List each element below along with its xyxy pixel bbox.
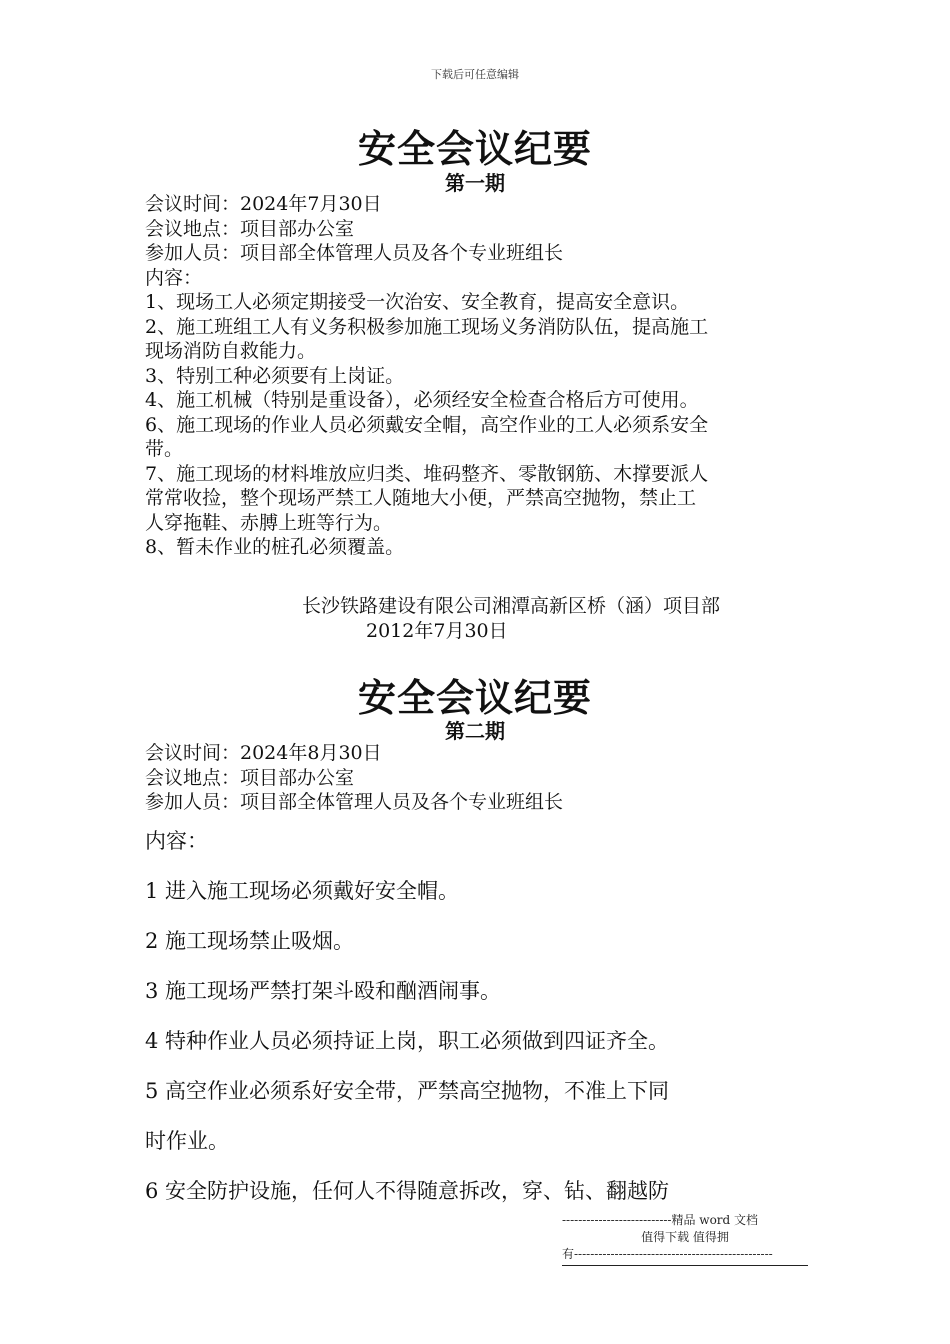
meeting-time: 会议时间：2024年7月30日 — [145, 193, 382, 215]
section2-issue: 第二期 — [445, 719, 505, 743]
list-item: 8、暂未作业的桩孔必须覆盖。 — [145, 536, 405, 558]
list-item: 时作业。 — [145, 1129, 229, 1153]
meeting-location: 会议地点：项目部办公室 — [145, 217, 355, 240]
section1-items — [145, 290, 810, 560]
list-item: 6 安全防护设施，任何人不得随意拆改，穿、钻、翻越防 — [145, 1179, 670, 1203]
footer-line-1: ---------------------------精品 word 文档 — [562, 1213, 759, 1227]
list-item: 3 施工现场严禁打架斗殴和酗酒闹事。 — [145, 979, 502, 1003]
list-item: 7、施工现场的材料堆放应归类、堆码整齐、零散钢筋、木撑要派人 — [145, 462, 709, 485]
meeting-location: 会议地点：项目部办公室 — [145, 766, 355, 789]
list-item: 2 施工现场禁止吸烟。 — [145, 929, 355, 953]
section2-items — [145, 816, 795, 1216]
list-item: 常常收捡，整个现场严禁工人随地大小便，严禁高空抛物，禁止工 — [145, 487, 697, 509]
attendees: 参加人员：项目部全体管理人员及各个专业班组长 — [145, 242, 564, 264]
list-item: 2、施工班组工人有义务积极参加施工现场义务消防队伍，提高施工 — [145, 315, 709, 338]
meeting-time: 会议时间：2024年8月30日 — [145, 742, 382, 764]
signature-date: 2012年7月30日 — [366, 620, 508, 642]
section2-meta — [145, 741, 810, 815]
list-item: 4、施工机械（特别是重设备），必须经安全检查合格后方可使用。 — [145, 389, 699, 411]
footer-line-3: 有------------------------------------------------- — [562, 1246, 808, 1266]
list-item: 5 高空作业必须系好安全带，严禁高空抛物，不准上下同 — [145, 1079, 670, 1103]
signature-org: 长沙铁路建设有限公司湘潭高新区桥（涵）项目部 — [302, 595, 721, 617]
list-item: 1 进入施工现场必须戴好安全帽。 — [145, 879, 460, 903]
content-label: 内容： — [145, 829, 208, 853]
footer — [562, 1212, 808, 1266]
section1-meta — [145, 192, 810, 290]
footer-line-2: 值得下载 值得拥 — [641, 1230, 729, 1244]
section1-title: 安全会议纪要 — [357, 126, 592, 171]
header-note: 下载后可任意编辑 — [431, 68, 519, 81]
list-item: 6、施工现场的作业人员必须戴安全帽，高空作业的工人必须系安全 — [145, 413, 709, 436]
list-item: 带。 — [145, 438, 184, 460]
attendees: 参加人员：项目部全体管理人员及各个专业班组长 — [145, 791, 564, 813]
list-item: 人穿拖鞋、赤膊上班等行为。 — [145, 511, 393, 534]
list-item: 1、现场工人必须定期接受一次治安、安全教育，提高安全意识。 — [145, 291, 690, 313]
section1-issue: 第一期 — [445, 171, 505, 195]
content-label: 内容： — [145, 266, 203, 289]
section2-title: 安全会议纪要 — [357, 675, 592, 720]
list-item: 现场消防自救能力。 — [145, 340, 317, 362]
list-item: 3、特别工种必须要有上岗证。 — [145, 364, 405, 387]
list-item: 4 特种作业人员必须持证上岗，职工必须做到四证齐全。 — [145, 1029, 670, 1053]
